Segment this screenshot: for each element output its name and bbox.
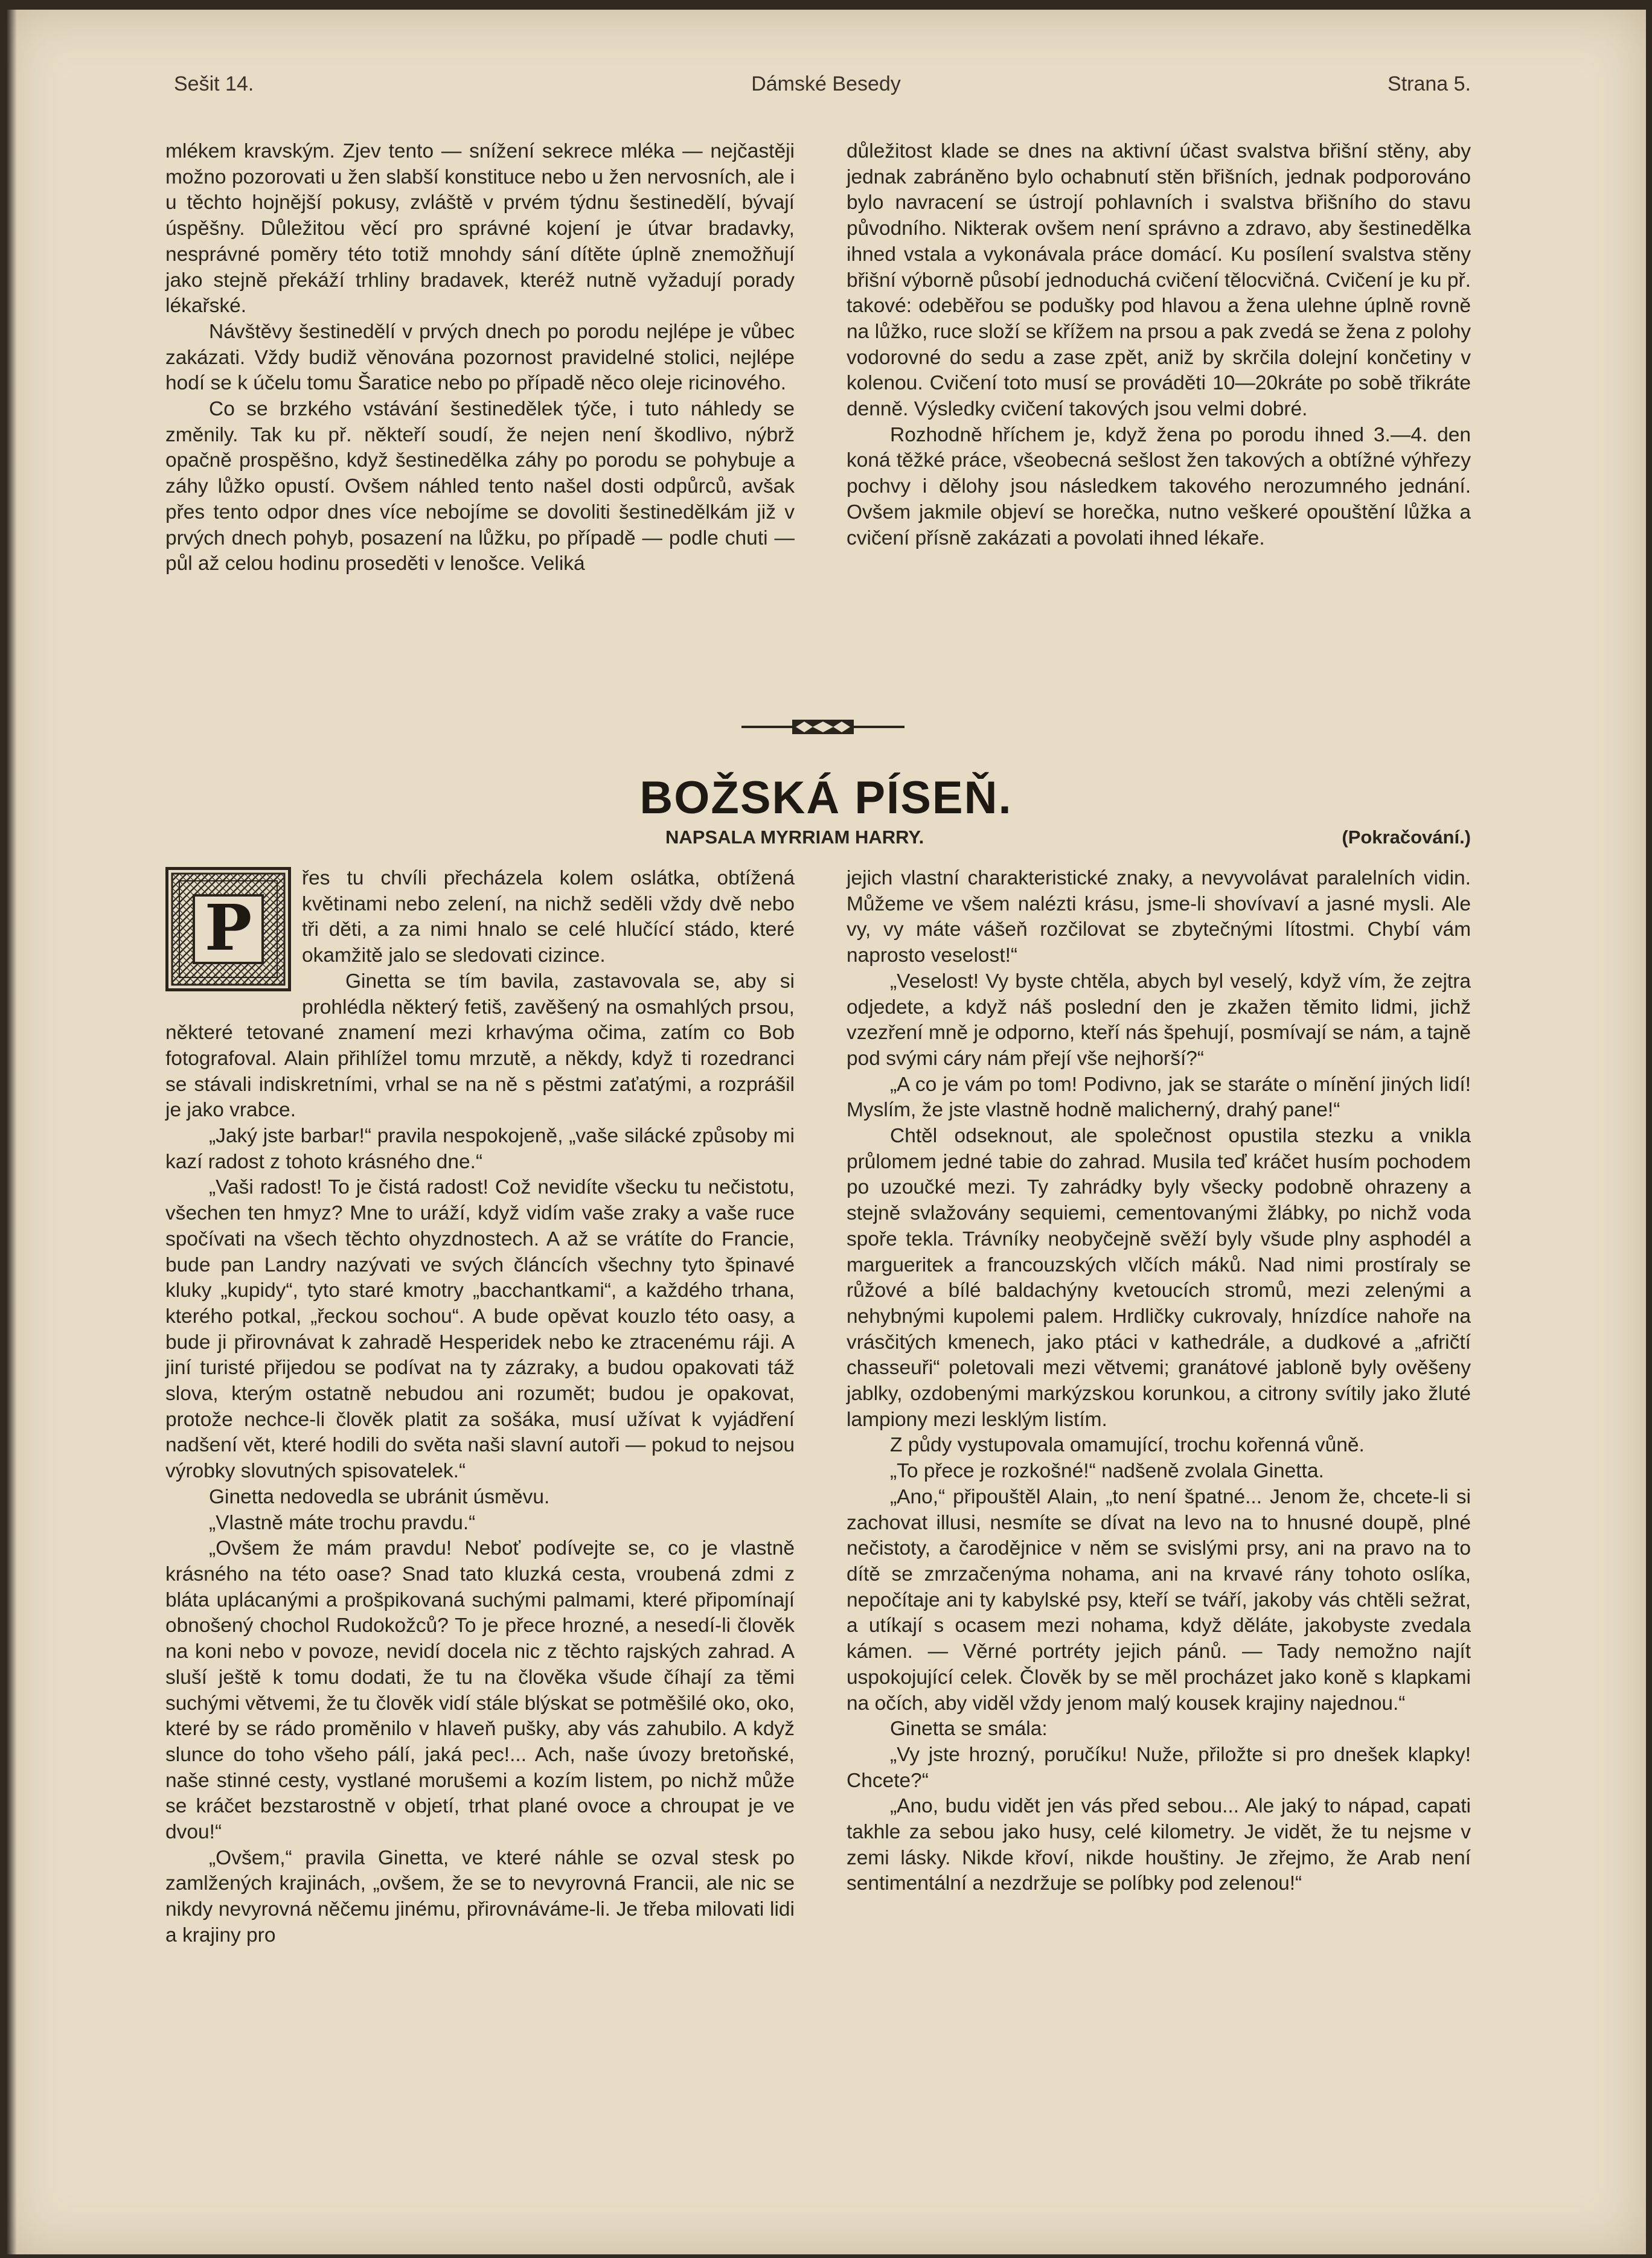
paragraph: jejich vlastní charakteristické znaky, a nevyvolávat paralelních vidin. Můžeme ve všem nalézti krásu, jsme-li shovívaví a jasné mysli. Ale vy, vy máte vášeň rozčilovat se zbytečnými lítostmi. Chybí vám naprosto veselost!“ <box>847 867 1471 967</box>
section-divider-ornament <box>741 715 904 739</box>
paragraph: „Ovšem,“ pravila Ginetta, ve které náhle se ozval stesk po zamlžených krajinách, „ovšem, že se to nevyrovná Francii, ale nic se nikdy nevyrovná něčemu jinému, přirovnáváme-li. Je třeba milovati lidi a krajiny pro <box>165 1846 795 1946</box>
paragraph: „Veselost! Vy byste chtěla, abych byl veselý, když vím, že zejtra odjedete, a když náš poslední den je zkažen těmito lidmi, jichž vzezření mně je odporno, kteří nás špehují, posmívají se nám, a tajně pod svými cáry nám přejí vše nejhorší?“ <box>847 970 1471 1070</box>
page-number: Strana 5. <box>1388 72 1471 95</box>
paragraph: Chtěl odseknout, ale společnost opustila stezku a vnikla průlomem jedné tabie do zahrad. Musila teď kráčet husím pochodem po uzoučké mezi. Ty zahrádky byly všecky podobně ohrazeny a stejně svlažovány sequiemi, cementovanými žlábky, po nichž voda spoře tekla. Trávníky neobyčejně svěží byly všude plny asphodél a margueritek a francouzských vlčích máků. Nad nimi prostíraly se růžové a bílé baldachýny kvetoucích stromů, mezi zelenými a nehybnými kupolemi palem. Hrdličky cukrovaly, hnízdíce nahoře na vrásčitých kmenech, jako ptáci v kathedrále, a dudkové a „afričtí chasseuři“ poletovali mezi větvemi; granátové jabloně byly ověšeny jablky, ozdobenými markýzskou korunkou, a citrony svítily jako žluté lampiony mezi lesklým listím. <box>847 1125 1471 1431</box>
paragraph: „Ano, budu vidět jen vás před sebou... Ale jaký to nápad, capati takhle za sebou jako husy, celé kilometry. Je vidět, že tu nejsme v zemi lásky. Nikde křoví, nikde houštiny. Je zřejmo, že Arab není sentimentální a nezdržuje se políbky pod zelenou!“ <box>847 1795 1471 1895</box>
newspaper-page <box>6 10 1646 2254</box>
page-binding-shadow <box>6 10 17 2254</box>
magazine-title: Dámské Besedy <box>751 72 901 95</box>
paragraph: „A co je vám po tom! Podivno, jak se staráte o mínění jiných lidí! Myslím, že jste vlastně hodně malicherný, drahý pane!“ <box>847 1073 1471 1122</box>
drop-cap-box <box>165 867 291 991</box>
paragraph: řes tu chvíli přecházela kolem oslátka, obtížená květinami nebo zelení, na nichž seděli vždy dvě nebo tři děti, a za nimi hnalo se celé hlučící stádo, které okamžitě jalo se sledovati cizince. <box>302 867 795 967</box>
paragraph: „Jaký jste barbar!“ pravila nespokojeně, „vaše silácké způsoby mi kazí radost z tohoto krásného dne.“ <box>165 1125 795 1173</box>
paragraph: Co se brzkého vstávání šestinedělek týče, i tuto náhledy se změnily. Tak ku př. někteří soudí, že nejen není škodlivo, nýbrž opačně prospěšno, když šestinedělka záhy po porodu se pohybuje a záhy lůžko opustí. Ovšem náhled tento našel dosti odpůrců, avšak přes tento odpor dnes více nebojíme se dovoliti šestinedělkám již v prvých dnech pohyb, posazení na lůžku, po případě — podle chuti — půl až celou hodinu proseděti v lenošce. Veliká <box>165 398 795 575</box>
story-left-column <box>165 866 795 1949</box>
paragraph: důležitost klade se dnes na aktivní účast svalstva břišní stěny, aby jednak zabráněno bylo ochabnutí stěn břišních, jednak podporováno bylo navracení se ústrojí pohlavních i svalstva břišního do stavu původního. Nikterak ovšem není správno a zdravo, aby šestinedělka ihned vstala a vykonávala práce domácí. Ku posílení svalstva stěny břišní výborně působí jednoduchá cvičení tělocvičná. Cvičení je ku př. takové: odeběřou se podušky pod hlavou a žena ulehne úplně rovně na lůžko, ruce složí se křížem na prsou a pak zvedá se žena z polohy vodorovné do sedu a zase zpět, aniž by skrčila dolejní končetiny v kolenou. Cvičení toto musí se prováděti 10—20kráte po sobě třikráte denně. Výsledky cvičení takových jsou velmi dobré. <box>847 140 1471 421</box>
article-top-right-column <box>847 139 1471 551</box>
paragraph: Z půdy vystupovala omamující, trochu kořenná vůně. <box>890 1434 1365 1457</box>
paragraph: „To přece je rozkošné!“ nadšeně zvolala Ginetta. <box>890 1460 1324 1483</box>
paragraph: Ginetta se smála: <box>890 1718 1048 1741</box>
paragraph: Rozhodně hříchem je, když žena po porodu ihned 3.—4. den koná těžké práce, všeobecná sešlost žen takových a obtížné výhřezy pochvy i dělohy jsou následkem takového nerozumného jednání. Ovšem jakmile objeví se horečka, nutno veškeré opouštění lůžka a cvičení přísně zakázati a povolati ihned lékaře. <box>847 423 1471 549</box>
paragraph: mlékem kravským. Zjev tento — snížení sekrece mléka — nejčastěji možno pozorovati u žen slabší konstituce nebo u žen nervosních, ale i u těchto hojnější pokusy, zvláště v prvém týdnu šestinedělí, bývají úspěšny. Důležitou věcí pro správné kojení je útvar bradavky, nesprávné poměry této totiž mnohdy sání dítěte úplně znemožňují jako stejně překáží trhliny bradavek, kteréž nutně vyžadují porady lékařské. <box>165 140 795 318</box>
drop-cap-letter: P <box>193 894 264 964</box>
paragraph: „Vlastně máte trochu pravdu.“ <box>209 1511 476 1534</box>
paragraph: Ginetta nedovedla se ubránit úsměvu. <box>209 1485 550 1508</box>
paragraph: „Ano,“ připouštěl Alain, „to není špatné... Jenom že, chcete-li si zachovat illusi, nesmíte se dívat na levo na to hnusné doupě, plné nečistoty, a čarodějnice v něm se svislými prsy, ani na pravo na to dítě se zmrzačenýma nohama, ani na krvavé rány tohoto oslíka, nepočítaje ani ty kabylské psy, kteří se tváří, jakoby vás chtěli sežrat, a utíkají s ocasem mezi nohama, když děláte, jakobyste zvedala kámen. — Věrné portréty jejich pánů. — Tady nemožno najít uspokojující celek. Člověk by se měl procházet jako koně s klapkami na očích, aby viděl vždy jenom malý kousek krajiny najednou.“ <box>847 1485 1471 1715</box>
article-top-left-column <box>165 139 795 577</box>
paragraph: Návštěvy šestinedělí v prvých dnech po porodu nejlépe je vůbec zakázati. Vždy budiž věnována pozornost pravidelné stolici, nejlépe hodí se k účelu tomu Šaratice nebo po případě něco oleje ricinového. <box>165 320 795 395</box>
story-right-column <box>847 866 1471 1897</box>
paragraph: „Vy jste hrozný, poručíku! Nuže, přiložte si pro dnešek klapky! Chcete?“ <box>847 1743 1471 1792</box>
paragraph: „Vaši radost! To je čistá radost! Což nevidíte všecku tu nečistotu, všechen ten hmyz? Mne to uráží, když vidím vaše zraky a vaše ruce spočívati na všech těchto ohyzdnostech. A až se vrátíte do Francie, bude pan Landry nazývati ve svých článcích všechny tyto špinavé kluky „kupidy“, tyto staré kmotry „bacchantkami“, a každého trhana, kterého potkal, „řeckou sochou“. A bude opěvat kouzlo této oasy, a bude ji přirovnávat k zahradě Hesperidek nebo ke ztracenému ráji. A jiní turisté přijedou se podívat na ty zázraky, a budou opakovati táž slova, kterým ostatně nebudou ani rozumět; budou je opakovat, protože nechce-li člověk platit za sošáka, musí užívat k vyjádření nadšení vět, které hodili do světa naši slavní autoři — pokud to nejsou výrobky slovutných spisovatelek.“ <box>165 1176 795 1483</box>
story-byline: NAPSALA MYRRIAM HARRY. <box>665 827 924 848</box>
divider-diamond-pattern <box>796 721 850 732</box>
issue-number: Sešit 14. <box>174 72 254 95</box>
paragraph: „Ovšem že mám pravdu! Neboť podívejte se, co je vlastně krásného na této oase? Snad tato kluzká cesta, vroubená zdmi z bláta uplácanými a prošpikovaná suchými palmami, které připomínají obnošený chochol Rudokožců? To je přece hrozné, a nesedí-li člověk na koni nebo v povoze, nevidí docela nic z těchto rajských zahrad. A sluší ještě k tomu dodati, že tu na člověka všude číhají za těmi suchými větvemi, že tu člověk vidí stále blýskat se potměšilé oko, oko, které by se rádo proměnilo v hlaveň pušky, aby vás zahubilo. A když slunce do toho všeho pálí, jaká pec!... Ach, naše úvozy bretoňské, naše stinné cesty, vystlané morušemi a kozím listem, po nichž může se kráčet bezstarostně v objetí, trhat plané ovoce a chroupat je ve dvou!“ <box>165 1537 795 1844</box>
story-title: BOŽSKÁ PÍSEŇ. <box>639 772 1013 824</box>
paragraph: Ginetta se tím bavila, zastavovala se, aby si prohlédla některý fetiš, zavěšený na osmahlých prsou, některé tetované znamení mezi krhavýma očima, zatím co Bob fotografoval. Alain přihlížel tomu mrzutě, a někdy, když ti rozedranci se stávali indiskretními, vrhal se na ně s pěstmi zaťatými, a rozprášil je jako vrabce. <box>165 970 795 1122</box>
continuation-note: (Pokračování.) <box>1342 827 1471 848</box>
